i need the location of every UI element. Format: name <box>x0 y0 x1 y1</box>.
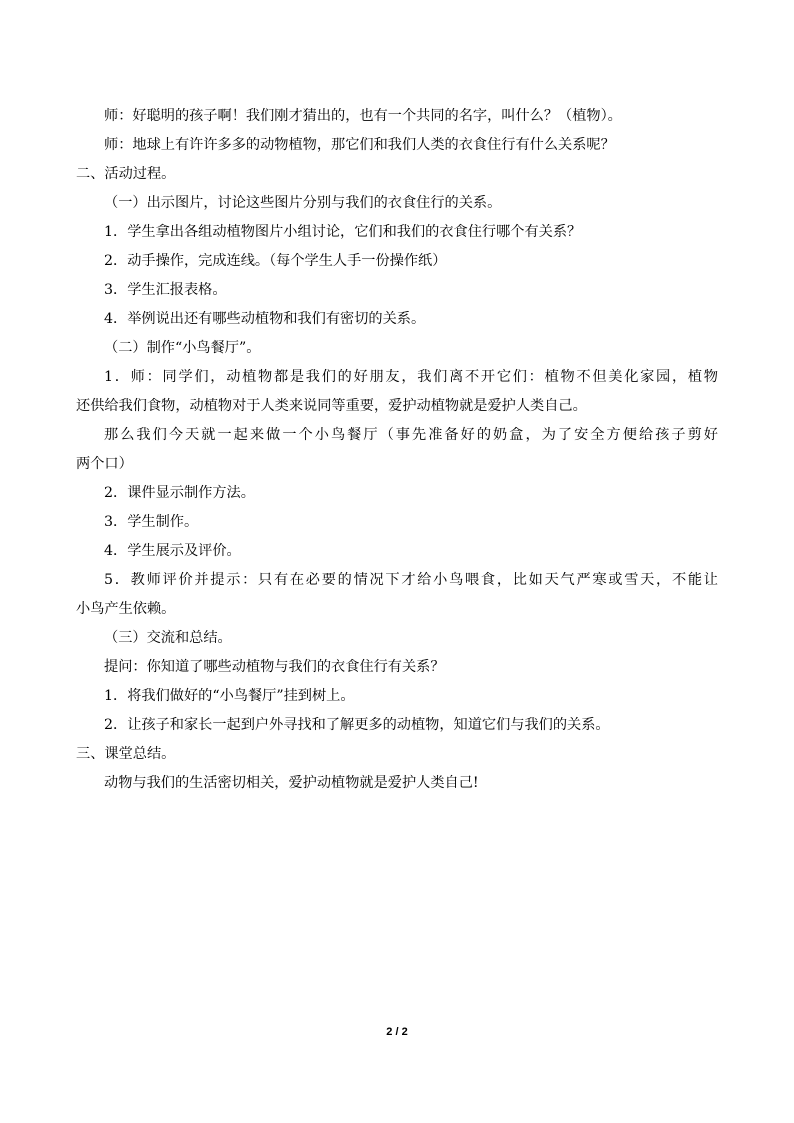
paragraph-line: 1．师：同学们，动植物都是我们的好朋友，我们离不开它们：植物不但美化家园，植物 <box>104 369 718 385</box>
paragraph-line: 那么我们今天就一起来做一个小鸟餐厅（事先准备好的奶盒，为了安全方便给孩子剪好 <box>104 427 718 443</box>
paragraph-line: 小鸟产生依赖。 <box>76 601 176 617</box>
list-item: 3．学生制作。 <box>104 514 199 530</box>
section-heading-summary: 三、课堂总结。 <box>76 746 176 762</box>
list-item: 2．课件显示制作方法。 <box>104 485 255 501</box>
subsection-heading-1: （一）出示图片，讨论这些图片分别与我们的衣食住行的关系。 <box>104 195 502 211</box>
list-item: 3．学生汇报表格。 <box>104 282 227 298</box>
paragraph-line-teacher-question: 师：地球上有许许多多的动物植物，那它们和我们人类的衣食住行有什么关系呢？ <box>104 137 615 153</box>
paragraph-line: 两个口） <box>76 456 133 472</box>
list-item: 4．举例说出还有哪些动植物和我们有密切的关系。 <box>104 311 426 327</box>
subsection-heading-3: （三）交流和总结。 <box>104 630 232 646</box>
paragraph-line: 还供给我们食物，动植物对于人类来说同等重要，爱护动植物就是爱护人类自己。 <box>76 398 587 414</box>
section-heading-activity-process: 二、活动过程。 <box>76 166 176 182</box>
list-item: 1．将我们做好的“小鸟餐厅”挂到树上。 <box>104 688 355 704</box>
list-item: 5．教师评价并提示：只有在必要的情况下才给小鸟喂食，比如天气严寒或雪天，不能让 <box>104 572 718 588</box>
subsection-heading-2: （二）制作“小鸟餐厅”。 <box>104 340 261 356</box>
list-item: 2．让孩子和家长一起到户外寻找和了解更多的动植物，知道它们与我们的关系。 <box>104 717 610 733</box>
page-number: 2 / 2 <box>386 1026 408 1038</box>
paragraph-line: 动物与我们的生活密切相关，爱护动植物就是爱护人类自己! <box>104 775 479 791</box>
paragraph-line: 提问：你知道了哪些动植物与我们的衣食住行有关系？ <box>104 659 445 675</box>
list-item: 2．动手操作，完成连线。（每个学生人手一份操作纸） <box>104 253 447 269</box>
list-item: 4．学生展示及评价。 <box>104 543 241 559</box>
paragraph-line-teacher-praise: 师：好聪明的孩子啊！我们刚才猜出的，也有一个共同的名字，叫什么？（植物）。 <box>104 108 622 124</box>
list-item: 1．学生拿出各组动植物图片小组讨论，它们和我们的衣食住行哪个有关系？ <box>104 224 582 240</box>
